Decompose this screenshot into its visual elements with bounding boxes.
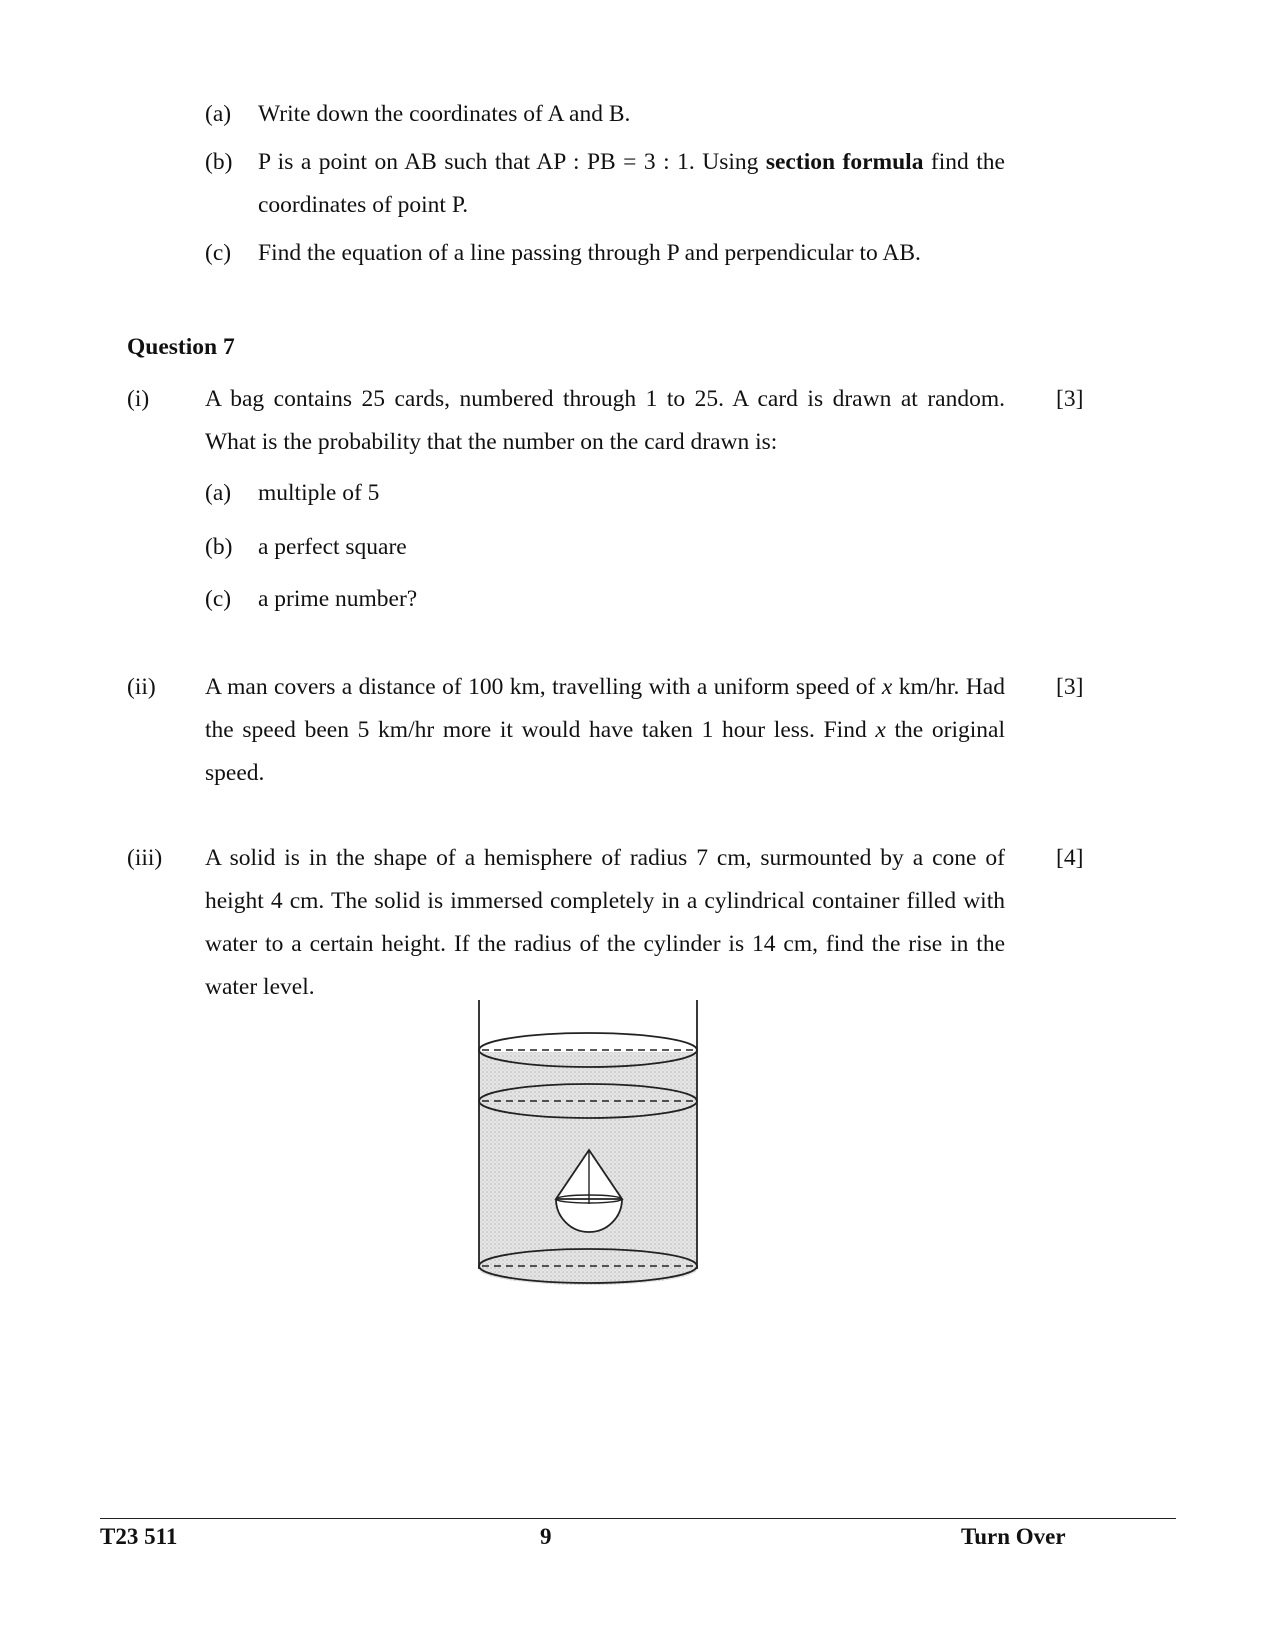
q-i-part-c-text: a prime number? <box>258 586 418 612</box>
part-c-text: Find the equation of a line passing through P and perpendicular to AB. <box>258 240 921 266</box>
part-a-label: (a) <box>205 101 232 127</box>
q-i-part-c-label: (c) <box>205 586 232 612</box>
paper-code: T23 511 <box>100 1524 178 1549</box>
q-ii-text: A man covers a distance of 100 km, travelling with a uniform speed of x km/hr. Had the speed been 5 km/hr more it would have taken 1 hour less. Find x the original speed. <box>205 674 1005 786</box>
q-i-marks: [3] <box>1056 386 1084 412</box>
page-number: 9 <box>540 1524 552 1549</box>
q-iii-text: A solid is in the shape of a hemisphere of radius 7 cm, surmounted by a cone of height 4 cm. The solid is immersed completely in a cylindrical container filled with water to a certain height. If the radius of the cylinder is 14 cm, find the rise in the water level. <box>205 845 1005 1000</box>
q-i-part-a-text: multiple of 5 <box>258 480 380 506</box>
part-b-label: (b) <box>205 149 233 175</box>
q-i-part-b-text: a perfect square <box>258 534 407 560</box>
cylinder-figure <box>470 995 710 1295</box>
footer-rule <box>100 1518 1176 1519</box>
q-i-part-b-label: (b) <box>205 534 233 560</box>
section-formula-bold: section formula <box>765 149 924 175</box>
part-c-label: (c) <box>205 240 232 266</box>
part-b-text: P is a point on AB such that AP : PB = 3 : 1. Using section formula find the coordinates of point P. <box>258 149 1005 218</box>
q-ii-marks: [3] <box>1056 674 1084 700</box>
q-i-part-a-label: (a) <box>205 480 232 506</box>
part-a-text: Write down the coordinates of A and B. <box>258 101 631 127</box>
q-ii-label: (ii) <box>127 674 156 700</box>
q-iii-label: (iii) <box>127 845 163 871</box>
variable-x: x <box>881 674 893 700</box>
turn-over: Turn Over <box>961 1524 1066 1549</box>
q-i-text: A bag contains 25 cards, numbered through 1 to 25. A card is drawn at random. What is the probability that the number on the card drawn is: <box>205 386 1005 455</box>
variable-x: x <box>875 717 886 743</box>
q-i-label: (i) <box>127 386 150 412</box>
question-heading: Question 7 <box>127 334 235 360</box>
q-iii-marks: [4] <box>1056 845 1084 871</box>
